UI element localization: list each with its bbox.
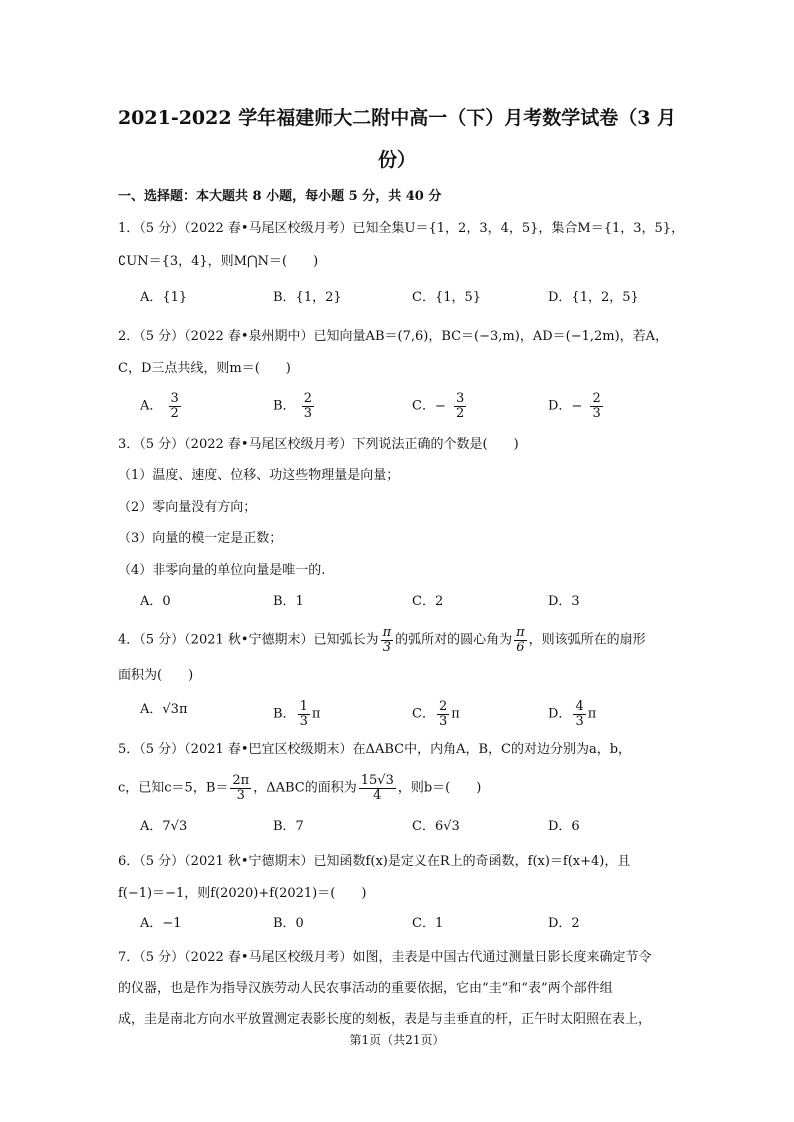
q1-option-a: A．{1} — [140, 290, 188, 305]
q4-option-b: B． $\frac{1}{3}$ π — [273, 699, 321, 729]
q3-item-4: （4）非零向量的单位向量是唯一的. — [118, 563, 326, 578]
question-7-line3: 成，圭是南北方向水平放置测定表影长度的刻板，表是与圭垂直的杆，正午时太阳照在表上， — [118, 1012, 652, 1027]
q3-option-c: C．2 — [412, 594, 444, 609]
q2-option-b: B． $\frac{2}{3}$ — [273, 391, 312, 421]
q1-option-b: B．{1，2} — [273, 290, 342, 305]
section-heading: 一、选择题：本大题共 8 小题，每小题 5 分，共 40 分 — [118, 189, 442, 204]
q2-option-c: C．− $\frac{3}{2}$ — [412, 391, 465, 421]
question-2-line2: C，D三点共线，则m＝( ) — [118, 361, 291, 376]
q3-item-2: （2）零向量没有方向； — [118, 500, 257, 515]
question-7-line2: 的仪器，也是作为指导汉族劳动人民农事活动的重要依据，它由“圭”和“表”两个部件组 — [118, 981, 613, 996]
q4-option-a: A．√3π — [140, 702, 188, 717]
q3-item-3: （3）向量的模一定是正数； — [118, 531, 283, 546]
q2-option-a: A． $\frac{3}{2}$ — [140, 391, 179, 421]
question-6-line1: 6．（5 分）（2021 秋•宁德期末）已知函数f(x)是定义在R上的奇函数，f(x)＝f(x+4)，且 — [118, 854, 631, 869]
q4-option-d: D． $\frac{4}{3}$ π — [548, 699, 597, 729]
q6-option-a: A．−1 — [140, 916, 182, 931]
q3-option-b: B．1 — [273, 594, 304, 609]
question-7-line1: 7．（5 分）（2022 春•马尾区校级月考）如图，圭表是中国古代通过测量日影长度来确定节令 — [118, 950, 652, 965]
q5-option-b: B．7 — [273, 819, 304, 834]
question-3-line1: 3．（5 分）（2022 春•马尾区校级月考）下列说法正确的个数是( ) — [118, 437, 519, 452]
q1-option-c: C．{1，5} — [412, 290, 482, 305]
question-2-line1: 2．（5 分）（2022 春•泉州期中）已知向量AB＝(7,6)，BC＝(−3,m)，AD＝(−1,2m)，若A， — [118, 329, 669, 344]
page-title-cont: 份） — [377, 149, 416, 171]
q5-option-d: D．6 — [548, 819, 580, 834]
q5-option-c: C．6√3 — [412, 819, 460, 834]
q5-option-a: A．7√3 — [140, 819, 188, 834]
q4-option-c: C． $\frac{2}{3}$ π — [412, 699, 460, 729]
q6-option-d: D．2 — [548, 916, 580, 931]
question-1-line1: 1．（5 分）（2022 春•马尾区校级月考）已知全集U＝{1，2，3，4，5}，集合M＝{1，3，5}， — [118, 221, 685, 236]
q6-option-c: C．1 — [412, 916, 444, 931]
q3-option-d: D．3 — [548, 594, 580, 609]
q2-option-d: D．− $\frac{2}{3}$ — [548, 391, 601, 421]
q6-option-b: B．0 — [273, 916, 304, 931]
page-footer: 第1页（共21页） — [349, 1033, 445, 1047]
question-5-line1: 5．（5 分）（2021 春•巴宜区校级期末）在ΔABC中，内角A，B，C的对边分别为a，b， — [118, 742, 632, 757]
q1-option-d: D．{1，2，5} — [548, 290, 639, 305]
question-6-line2: f(−1)＝−1，则f(2020)+f(2021)＝( ) — [118, 886, 367, 901]
page-title: 2021-2022 学年福建师大二附中高一（下）月考数学试卷（3 月 — [117, 107, 677, 129]
question-4-line2: 面积为( ) — [118, 668, 194, 683]
q3-option-a: A．0 — [140, 594, 171, 609]
question-1-line2: ∁UN＝{3，4}，则M⋂N＝( ) — [118, 254, 319, 269]
q3-item-1: （1）温度、速度、位移、功这些物理量是向量； — [118, 468, 400, 483]
question-4-line1: 4．（5 分）（2021 秋•宁德期末）已知弧长为 $\frac{\pi}{3}$ 的弧所对的圆心角为 $\frac{\pi}{6}$ ，则该弧所在的扇形 — [118, 625, 646, 655]
question-5-line2: c，已知c＝5，B＝ $\frac{2\pi}{3}$ ，ΔABC的面积为 $\frac{15√3}{4}$ ，则b＝( ) — [118, 773, 482, 803]
